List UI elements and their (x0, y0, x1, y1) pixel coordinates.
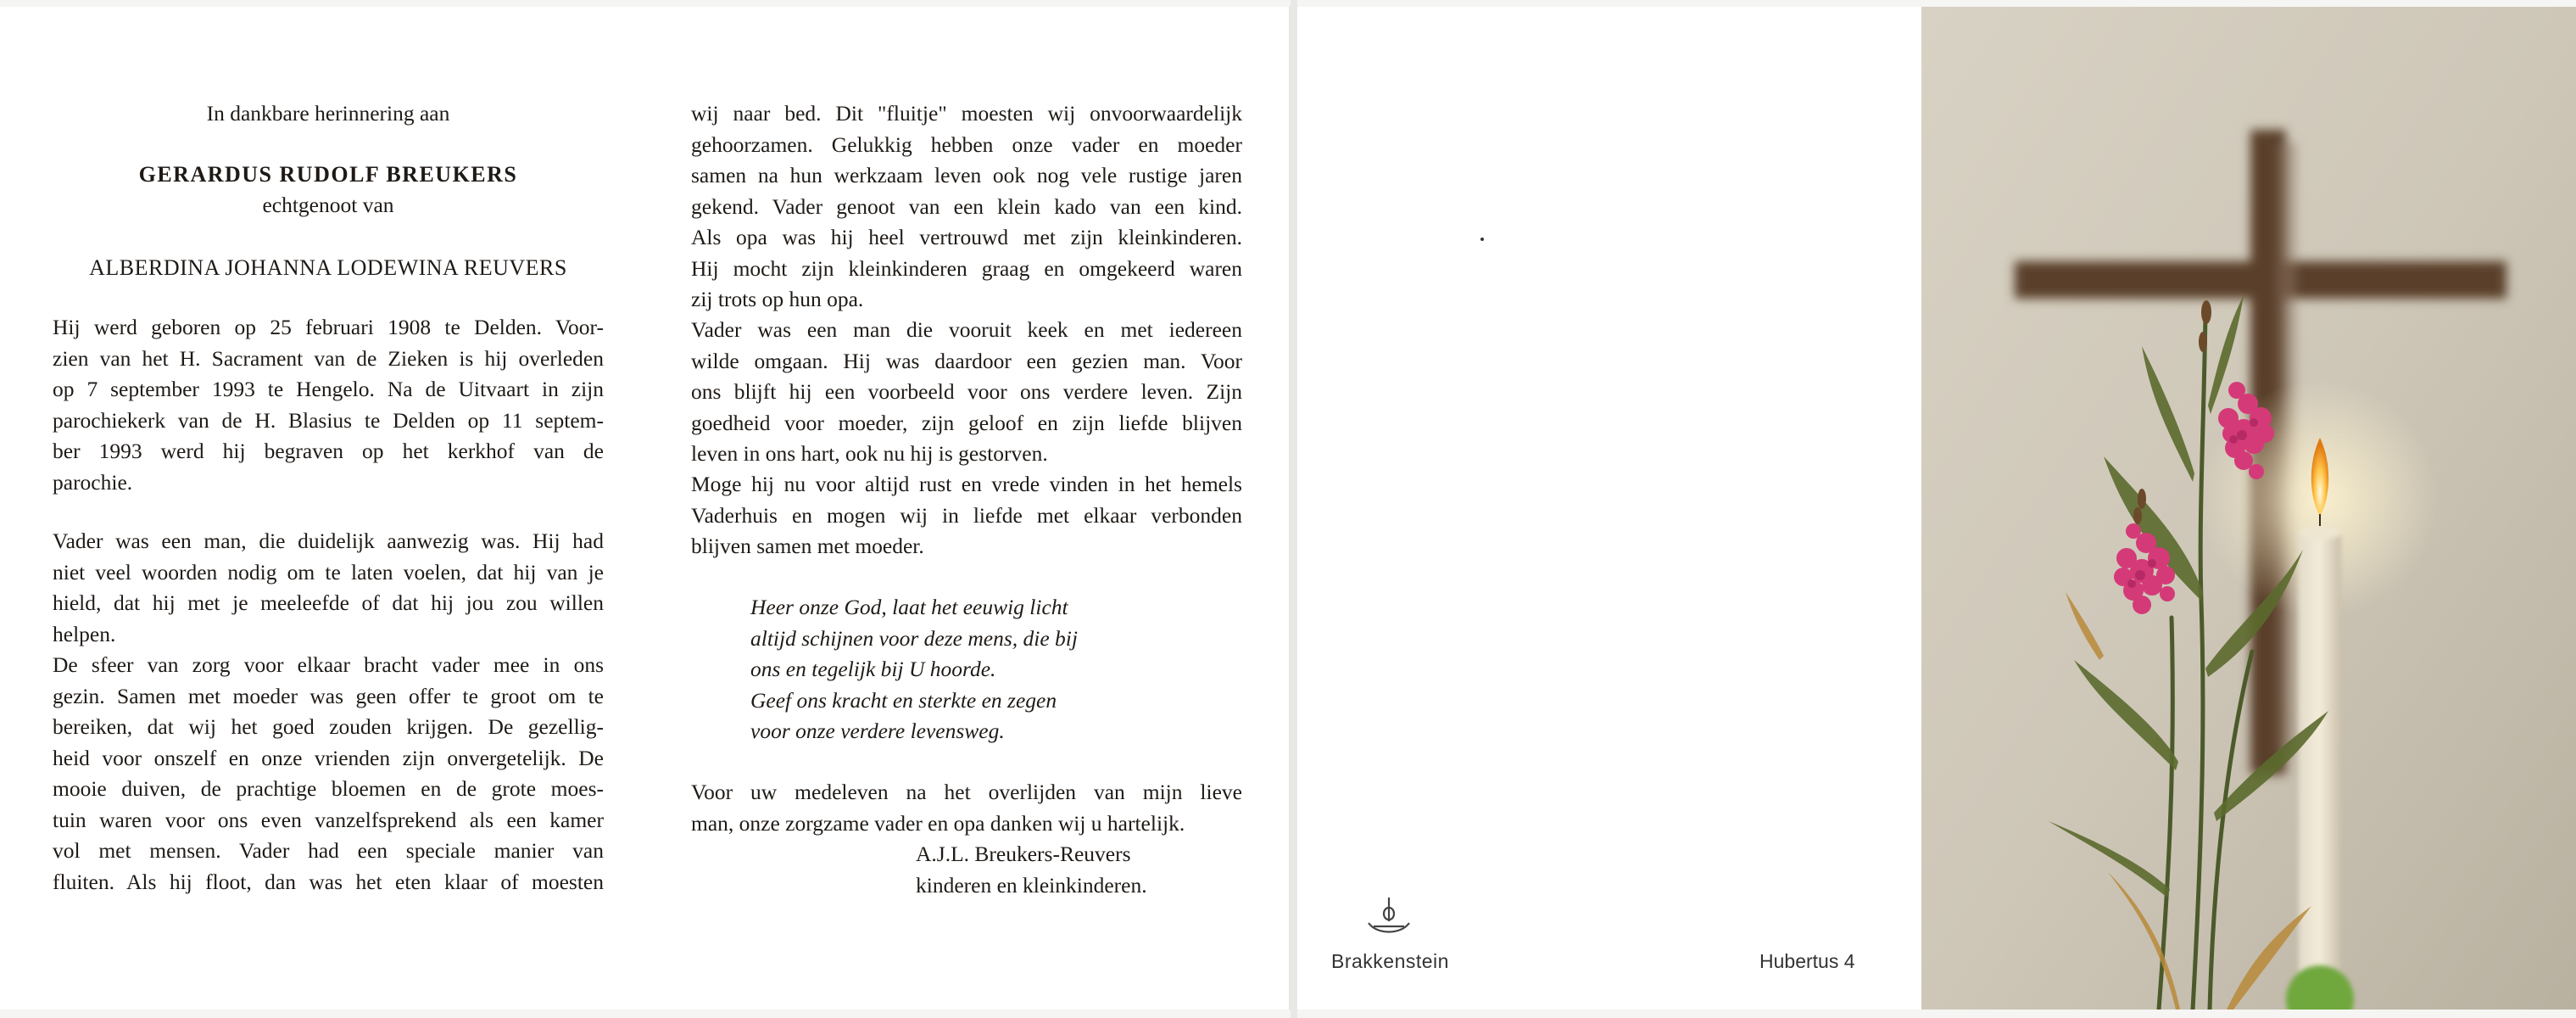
publisher-name: Brakkenstein (1331, 950, 1449, 972)
deceased-name: GERARDUS RUDOLF BREUKERS (138, 162, 518, 187)
text-line: mooie duiven, de prachtige bloemen en de grote moes- (53, 776, 604, 801)
text-line: wij naar bed. Dit "fluitje" moesten wij onvoorwaardelijk (691, 101, 1242, 126)
text-line: ons blijft hij een voorbeeld voor ons verdere leven. Zijn (691, 379, 1242, 404)
prayer-line: voor onze verdere levensweg. (750, 719, 1005, 743)
text-line: bereiken, dat wij het goed zouden krijgen. De gezellig- (53, 714, 604, 739)
text-line: goedheid voor moeder, zijn geloof en zijn liefde blijven (691, 410, 1242, 435)
text-line: Moge hij nu voor altijd rust en vrede vinden in het hemels (691, 472, 1242, 496)
prayer-line: Geef ons kracht en sterkte en zegen (750, 687, 1057, 713)
text-line: hield, dat hij met je meeleefde of dat hij jou zou willen (53, 590, 604, 615)
example-paragraph (691, 315, 1242, 470)
character-paragraph (53, 526, 604, 650)
text-line: Voor uw medeleven na het overlijden van mijn lieve (691, 780, 1242, 804)
text-line: vol met mensen. Vader had een speciale manier van (53, 838, 604, 863)
text-line: heid voor onszelf en onze vrienden zijn onvergetelijk. De (53, 745, 604, 770)
signatory-family: kinderen en kleinkinderen. (916, 872, 1147, 898)
relation-line: echtgenoot van (262, 193, 394, 217)
text-line: blijven samen met moeder. (691, 534, 924, 558)
text-line: wilde omgaan. Hij was daardoor een gezien man. Voor (691, 348, 1242, 373)
text-line: parochie. (53, 469, 133, 495)
thanks-paragraph (691, 777, 1242, 839)
prayer-line: altijd schijnen voor deze mens, die bij (750, 625, 1078, 651)
text-line: leven in ons hart, ook nu hij is gestorven. (691, 441, 1048, 466)
text-line: tuin waren voor ons even vanzelfsprekend als een kamer (53, 807, 604, 832)
text-line: Vader was een man die vooruit keek en met iedereen (691, 317, 1242, 342)
cross-candle-flowers-photo (1921, 7, 2576, 1010)
prayer-verse (750, 592, 1078, 747)
prayer-line: Heer onze God, laat het eeuwig licht (750, 595, 1068, 619)
text-line: Als opa was hij heel vertrouwd met zijn kleinkinderen. (691, 225, 1242, 249)
text-line: Hij mocht zijn kleinkinderen graag en omgekeerd waren (691, 255, 1242, 281)
memorial-card-inside (0, 7, 1291, 1010)
text-line: Hij werd geboren op 25 februari 1908 te Delden. Voor- (53, 315, 604, 339)
grandfather-paragraph (691, 98, 1242, 316)
text-line: parochiekerk van de H. Blasius te Delden op 11 septem- (53, 407, 604, 433)
speck-mark (1480, 238, 1484, 241)
spouse-name: ALBERDINA JOHANNA LODEWINA REUVERS (89, 255, 567, 280)
text-line: samen na hun werkzaam leven ook nog vele rustige jaren (691, 163, 1242, 187)
family-paragraph (53, 650, 604, 898)
text-line: De sfeer van zorg voor elkaar bracht vader mee in ons (53, 652, 604, 677)
intro-line: In dankbare herinnering aan (206, 101, 450, 126)
series-label: Hubertus 4 (1759, 950, 1855, 972)
signature-block (916, 839, 1147, 901)
text-line: Vaderhuis en mogen wij in liefde met elkaar verbonden (691, 502, 1242, 528)
text-line: zien van het H. Sacrament van de Zieken is hij overleden (53, 345, 604, 371)
text-line: gezin. Samen met moeder was geen offer te groot om te (53, 683, 604, 708)
biography-paragraph (53, 312, 604, 498)
brakkenstein-logo-icon (1365, 896, 1413, 942)
text-line: zij trots op hun opa. (691, 287, 864, 311)
signatory-name: A.J.L. Breukers-Reuvers (916, 842, 1131, 866)
card-fold-gap (1291, 0, 1297, 1018)
text-line: fluiten. Als hij floot, dan was het eten klaar of moesten (53, 869, 604, 894)
text-line: niet veel woorden nodig om te laten voelen, dat hij van je (53, 559, 604, 585)
text-line: gehoorzamen. Gelukkig hebben onze vader en moeder (691, 131, 1242, 157)
text-line: helpen. (53, 621, 116, 646)
blessing-paragraph (691, 469, 1242, 562)
text-line: man, onze zorgzame vader en opa danken wij u hartelijk. (691, 810, 1185, 836)
text-line: ber 1993 werd hij begraven op het kerkhof van de (53, 439, 604, 463)
prayer-line: ons en tegelijk bij U hoorde. (750, 657, 996, 681)
memorial-card-back (1297, 7, 2576, 1010)
text-line: op 7 september 1993 te Hengelo. Na de Uitvaart in zijn (53, 377, 604, 401)
text-line: gekend. Vader genoot van een klein kado van een kind. (691, 193, 1242, 219)
text-line: Vader was een man, die duidelijk aanwezig was. Hij had (53, 529, 604, 553)
